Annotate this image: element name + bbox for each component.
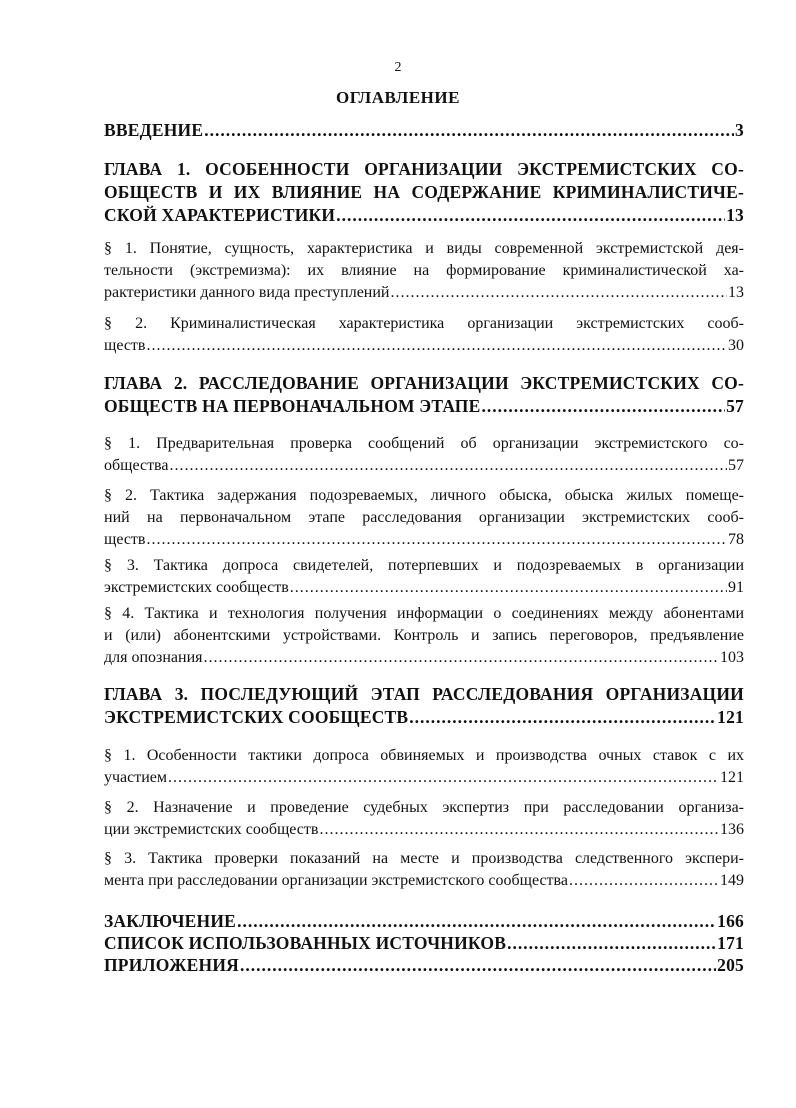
entry-page: 57	[728, 457, 744, 474]
entry-page: 121	[717, 707, 744, 727]
leader-dots	[336, 204, 725, 227]
leader-dots	[146, 529, 727, 551]
toc-entry-chapter-2[interactable]	[104, 372, 744, 418]
toc-entry-ch3-s2[interactable]	[104, 797, 744, 841]
leader-dots	[319, 819, 719, 841]
entry-page: 136	[720, 821, 744, 838]
entry-page: 205	[717, 955, 744, 975]
entry-label: ществ	[104, 531, 146, 548]
entry-label: рактеристики данного вида преступлений	[104, 284, 390, 301]
entry-label: ПРИЛОЖЕНИЯ	[104, 955, 239, 975]
entry-label: ЭКСТРЕМИСТСКИХ СООБЩЕСТВ	[104, 707, 409, 727]
leader-dots	[240, 954, 716, 977]
toc-entry-conclusion[interactable]	[104, 910, 744, 933]
leader-dots	[290, 577, 727, 599]
entry-line: ний на первоначальном этапе расследования организации экстремистских сооб-	[104, 509, 744, 526]
toc-entry-ch3-s3[interactable]	[104, 848, 744, 892]
toc-entry-ch1-s1[interactable]	[104, 238, 744, 304]
entry-label: участием	[104, 769, 168, 786]
entry-page: 13	[728, 284, 744, 301]
leader-dots	[146, 335, 727, 357]
toc-entry-appendix[interactable]	[104, 954, 744, 977]
toc-title: ОГЛАВЛЕНИЕ	[336, 88, 460, 107]
toc-entry-ch3-s1[interactable]	[104, 745, 744, 789]
leader-dots	[409, 706, 716, 729]
entry-line: § 2. Тактика задержания подозреваемых, личного обыска, обыска жилых помеще-	[104, 487, 744, 504]
entry-page: 78	[728, 531, 744, 548]
entry-page: 13	[726, 205, 744, 225]
toc-entry-sources[interactable]	[104, 932, 744, 955]
entry-page: 121	[720, 769, 744, 786]
entry-label: для опознания	[104, 649, 203, 666]
leader-dots	[507, 932, 716, 955]
entry-label: ции экстремистских сообществ	[104, 821, 319, 838]
entry-label: ЗАКЛЮЧЕНИЕ	[104, 911, 237, 931]
leader-dots	[481, 395, 725, 418]
entry-line: тельности (экстремизма): их влияние на формирование криминалистической ха-	[104, 262, 744, 279]
entry-page: 3	[735, 120, 744, 140]
toc-entry-chapter-1[interactable]	[104, 158, 744, 227]
entry-line: § 1. Предварительная проверка сообщений об организации экстремистского со-	[104, 435, 744, 452]
entry-label: общества	[104, 457, 169, 474]
toc-entry-ch2-s4[interactable]	[104, 603, 744, 669]
leader-dots	[390, 282, 727, 304]
entry-page: 57	[726, 396, 744, 416]
entry-line: § 2. Криминалистическая характеристика организации экстремистских сооб-	[104, 315, 744, 332]
leader-dots	[170, 455, 728, 477]
toc-entry-intro[interactable]	[104, 119, 744, 142]
entry-line: и (или) абонентскими устройствами. Контроль и запись переговоров, предъявление	[104, 627, 744, 644]
toc-entry-ch2-s3[interactable]	[104, 555, 744, 599]
entry-page: 166	[717, 911, 744, 931]
entry-label: СКОЙ ХАРАКТЕРИСТИКИ	[104, 205, 336, 225]
entry-line: § 1. Понятие, сущность, характеристика и виды современной экстремистской дея-	[104, 240, 744, 257]
leader-dots	[204, 119, 734, 142]
entry-line: ГЛАВА 1. ОСОБЕННОСТИ ОРГАНИЗАЦИИ ЭКСТРЕМИСТСКИХ СО-	[104, 159, 744, 179]
entry-line: ГЛАВА 2. РАССЛЕДОВАНИЕ ОРГАНИЗАЦИИ ЭКСТРЕМИСТСКИХ СО-	[104, 373, 744, 393]
entry-page: 30	[728, 337, 744, 354]
leader-dots	[569, 870, 719, 892]
entry-page: 149	[720, 872, 744, 889]
entry-page: 91	[728, 579, 744, 596]
entry-label: СПИСОК ИСПОЛЬЗОВАННЫХ ИСТОЧНИКОВ	[104, 933, 507, 953]
entry-label: мента при расследовании организации экстремистского сообщества	[104, 872, 568, 889]
entry-page: 103	[720, 649, 744, 666]
entry-line: § 4. Тактика и технология получения информации о соединениях между абонентами	[104, 605, 744, 622]
toc-entry-chapter-3[interactable]	[104, 683, 744, 729]
entry-label: экстремистских сообществ	[104, 579, 289, 596]
entry-line: ГЛАВА 3. ПОСЛЕДУЮЩИЙ ЭТАП РАССЛЕДОВАНИЯ ОРГАНИЗАЦИИ	[104, 684, 744, 704]
entry-line: ОБЩЕСТВ И ИХ ВЛИЯНИЕ НА СОДЕРЖАНИЕ КРИМИНАЛИСТИЧЕ-	[104, 182, 744, 202]
entry-label: ОБЩЕСТВ НА ПЕРВОНАЧАЛЬНОМ ЭТАПЕ	[104, 396, 481, 416]
entry-label: ществ	[104, 337, 146, 354]
toc-entry-ch2-s1[interactable]	[104, 433, 744, 477]
entry-page: 171	[717, 933, 744, 953]
entry-line: § 3. Тактика допроса свидетелей, потерпевших и подозреваемых в организации	[104, 557, 744, 574]
page-number: 2	[394, 60, 402, 75]
entry-line: § 1. Особенности тактики допроса обвиняемых и производства очных ставок с их	[104, 747, 744, 764]
toc-entry-ch1-s2[interactable]	[104, 313, 744, 357]
leader-dots	[237, 910, 716, 933]
entry-label: ВВЕДЕНИЕ	[104, 120, 204, 140]
toc-entry-ch2-s2[interactable]	[104, 485, 744, 551]
entry-line: § 2. Назначение и проведение судебных экспертиз при расследовании организа-	[104, 799, 744, 816]
leader-dots	[204, 647, 719, 669]
leader-dots	[168, 767, 719, 789]
entry-line: § 3. Тактика проверки показаний на месте и производства следственного экспери-	[104, 850, 744, 867]
